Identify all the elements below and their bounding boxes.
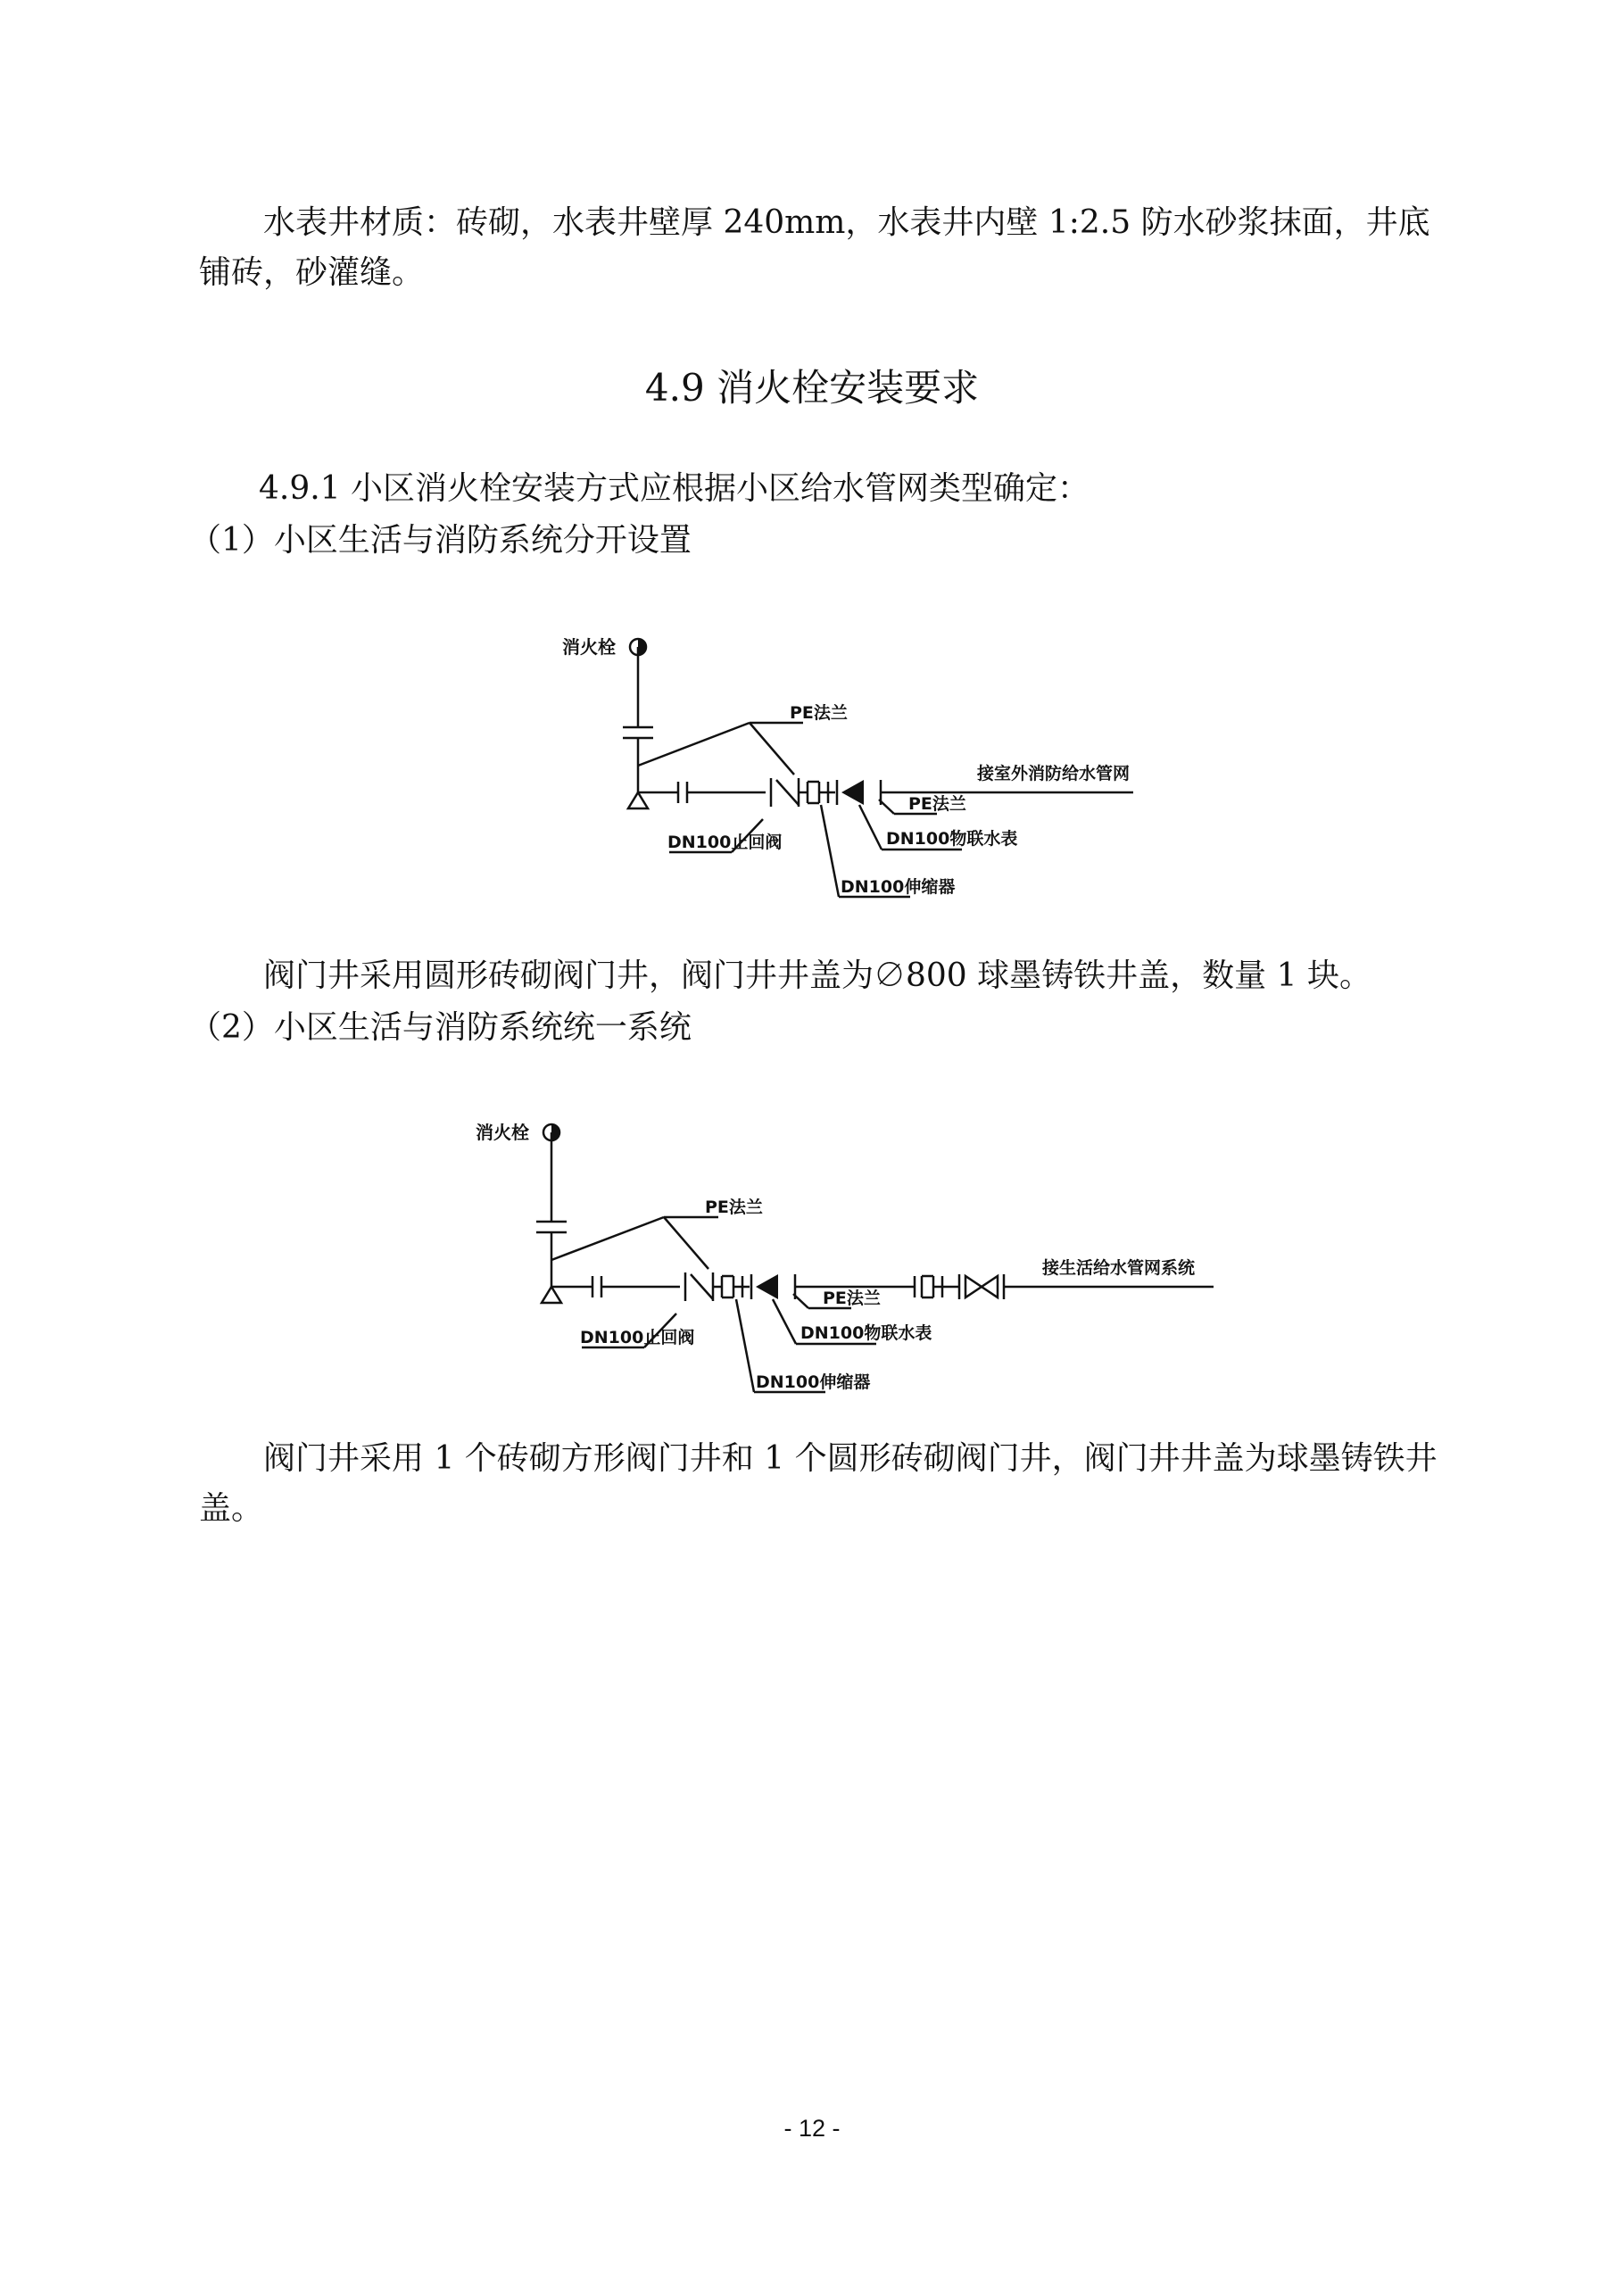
hydrant-diagram-separate [535,616,1160,910]
section-heading: 4.9 消火栓安装要求 [644,366,980,410]
label-check-valve: DN100止回阀 [580,1328,695,1347]
label-hydrant: 消火栓 [562,636,616,658]
label-meter: DN100物联水表 [886,829,1018,849]
label-pe-flange-top: PE法兰 [790,703,848,723]
label-expansion-joint: DN100伸缩器 [841,877,956,897]
paragraph-well-material: 水表井材质：砖砌，水表井壁厚 240mm，水表井内壁 1:2.5 防水砂浆抹面，井底铺砖，砂灌缝。 [199,204,1430,291]
paragraph-valve-well-1: 阀门井采用圆形砖砌阀门井，阀门井井盖为∅800 球墨铸铁井盖，数量 1 块。 [263,957,1371,994]
item-1-separate-system: （1）小区生活与消防系统分开设置 [189,522,692,559]
label-pe-flange-top: PE法兰 [705,1198,763,1217]
label-expansion-joint: DN100伸缩器 [756,1372,871,1392]
label-hydrant: 消火栓 [476,1122,529,1143]
clause-4-9-1: 4.9.1 小区消火栓安装方式应根据小区给水管网类型确定： [259,470,1090,507]
label-connect-network: 接生活给水管网系统 [1042,1258,1196,1278]
label-pe-flange-bottom: PE法兰 [908,794,966,814]
paragraph-valve-well-2: 阀门井采用 1 个砖砌方形阀门井和 1 个圆形砖砌阀门井，阀门井井盖为球墨铸铁井盖。 [199,1440,1438,1527]
label-meter: DN100物联水表 [800,1323,932,1343]
item-2-unified-system: （2）小区生活与消防系统统一系统 [189,1009,692,1046]
label-connect-network: 接室外消防给水管网 [977,764,1131,783]
hydrant-diagram-unified [446,1099,1231,1421]
page-number: - 12 - [783,2115,841,2142]
label-pe-flange-bottom: PE法兰 [823,1289,881,1308]
label-check-valve: DN100止回阀 [667,833,783,852]
